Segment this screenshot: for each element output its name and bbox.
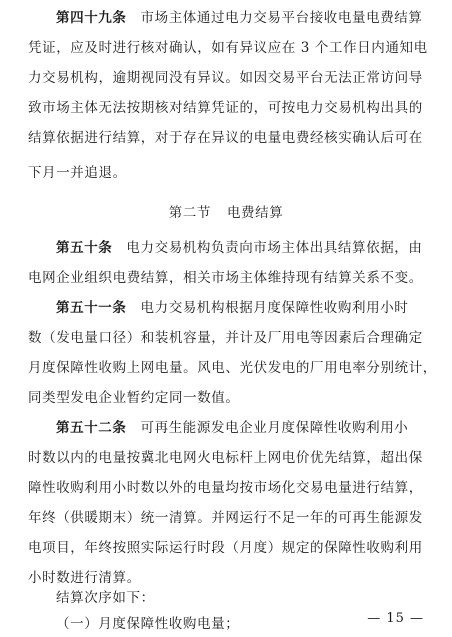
article-51-heading: 第五十一条 [56,300,127,316]
article-52-heading: 第五十二条 [56,420,127,436]
article-49-text-1: 市场主体通过电力交易平台接收电量电费结算 [140,10,423,26]
article-52-text-1: 可再生能源发电企业月度保障性收购利用小 [140,420,409,436]
article-51-text-1: 电力交易机构根据月度保障性收购利用小时 [140,300,409,316]
article-49-line-6: 下月一并追退。 [28,165,127,181]
article-50-text-1: 电力交易机构负责向市场主体出具结算依据，由 [126,240,423,256]
article-51-line-2: 数（发电量口径）和装机容量，并计及厂用电等因素后合理确定 [28,330,423,346]
article-51-line-1 [0,298,452,318]
article-49-line-2: 凭证，应及时进行核对确认，如有异议应在 3 个工作日内通知电 [28,40,428,56]
settlement-intro: 结算次序如下： [56,590,155,606]
section-number: 第二节 [168,205,211,221]
settlement-item-1: （一）月度保障性收购电量； [56,616,240,632]
article-52-line-2: 时数以内的电量按冀北电网火电标杆上网电价优先结算，超出保 [28,450,423,466]
article-49-line-3: 力交易机构，逾期视同没有异议。如因交易平台无法正常访问导 [28,70,423,86]
page-number: — 15 — [367,611,424,626]
article-52-line-1 [0,418,452,438]
article-52-line-3: 障性收购利用小时数以外的电量均按市场化交易电量进行结算， [28,480,423,496]
article-50-line-1 [0,238,452,258]
article-51-line-4: 同类型发电企业暂约定同一数值。 [28,390,240,406]
article-51-line-3: 月度保障性收购上网电量。风电、光伏发电的厂用电率分别统计， [28,360,437,376]
article-50-heading: 第五十条 [56,240,113,256]
article-50-line-2: 电网企业组织电费结算，相关市场主体维持现有结算关系不变。 [28,270,423,286]
article-49-line-1 [0,8,452,28]
article-49-line-5: 结算依据进行结算，对于存在异议的电量电费经核实确认后可在 [28,130,423,146]
article-52-line-4: 年终（供暖期末）统一清算。并网运行不足一年的可再生能源发 [28,510,423,526]
article-49-line-4: 致市场主体无法按期核对结算凭证的，可按电力交易机构出具的 [28,100,423,116]
article-52-line-5: 电项目，年终按照实际运行时段（月度）规定的保障性收购利用 [28,540,423,556]
section-heading [0,203,452,223]
article-49-heading: 第四十九条 [56,10,127,26]
section-title: 电费结算 [226,205,284,221]
article-52-line-6: 小时数进行清算。 [28,570,141,586]
